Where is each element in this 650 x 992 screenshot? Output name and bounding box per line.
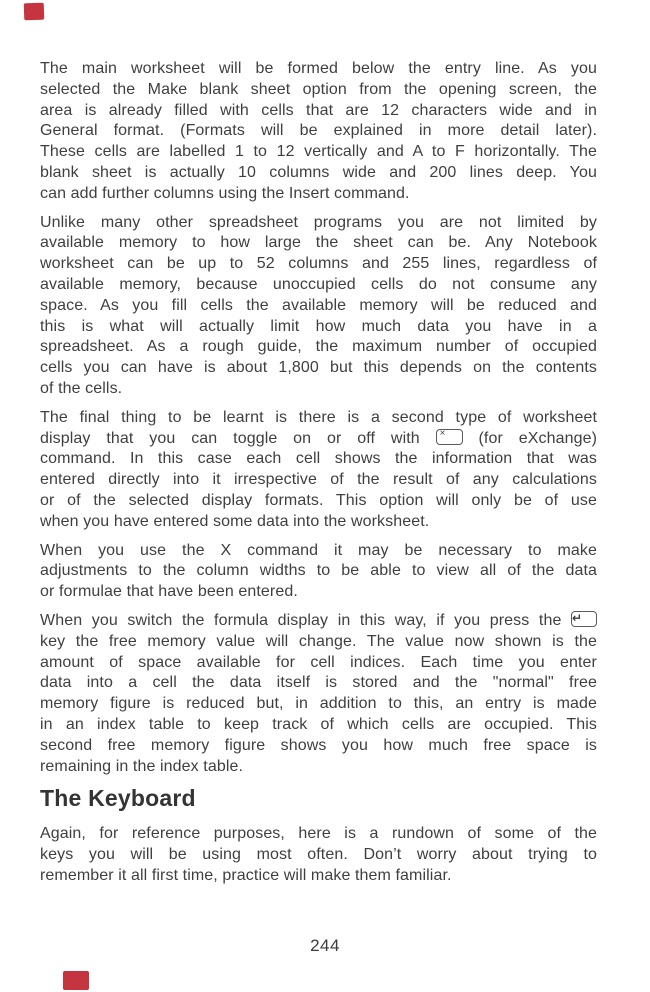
red-scan-mark-bottom-left: [63, 971, 89, 990]
text-line: remaining in the index table.: [40, 757, 244, 775]
text-line: available memory, because unoccupied cells do not consume any: [40, 275, 597, 293]
text-line: of the cells.: [40, 379, 123, 397]
text-line: can add further columns using the Insert command.: [40, 184, 410, 202]
text-line: These cells are labelled 1 to 12 vertically and A to F horizontally. The: [40, 143, 597, 161]
text-line: in an index table to keep track of which cells are occupied. This: [40, 715, 597, 733]
enter-key-glyph: ↵: [572, 610, 583, 625]
paragraph: [40, 408, 597, 533]
text-line: Unlike many other spreadsheet programs you are not limited by: [40, 213, 597, 231]
text-line: adjustments to the column widths to be able to view all of the data: [40, 562, 597, 580]
text-line: selected the Make blank sheet option from the opening screen, the: [40, 80, 597, 98]
text-line: spreadsheet. As a rough guide, the maximum number of occupied: [40, 338, 597, 356]
x-keycap-icon: [436, 429, 463, 445]
text-line: cells you can have is about 1,800 but this depends on the contents: [40, 359, 597, 377]
text-line: when you have entered some data into the worksheet.: [40, 512, 430, 530]
text-line: area is already filled with cells that are 12 characters wide and in: [40, 101, 597, 119]
paragraph: [40, 824, 597, 886]
page-number: 244: [310, 936, 340, 955]
paragraph: [40, 213, 597, 400]
text-line: space. As you fill cells the available memory will be reduced and: [40, 296, 597, 314]
text-line: command. In this case each cell shows the information that was: [40, 450, 597, 468]
text-line: entered directly into it irrespective of the result of any calculations: [40, 471, 597, 489]
text-line: or of the selected display formats. This option will only be of use: [40, 491, 597, 509]
paragraph: [40, 59, 597, 205]
text-line: display that you can toggle on or off with × (for eXchange): [40, 427, 597, 447]
text-line: key the free memory value will change. The value now shown is the: [40, 632, 597, 650]
text-line: remember it all first time, practice will make them familiar.: [40, 866, 452, 884]
red-scan-mark-top-left: [24, 3, 45, 21]
text-line: worksheet can be up to 52 columns and 255 lines, regardless of: [40, 255, 597, 273]
text-line: this is what will actually limit how much data you have in a: [40, 317, 597, 335]
enter-keycap-icon: [571, 611, 597, 627]
text-line: keys you will be using most often. Don’t worry about trying to: [40, 846, 597, 864]
text-line: or formulae that have been entered.: [40, 583, 298, 601]
text-line: data into a cell the data itself is stored and the "normal" free: [40, 674, 597, 692]
section-heading: The Keyboard: [40, 785, 196, 812]
text-line: second free memory figure shows you how much free space is: [40, 736, 597, 754]
text-line: When you switch the formula display in this way, if you press the ↵: [40, 611, 597, 632]
text-line: When you use the X command it may be necessary to make: [40, 541, 597, 559]
text-line: memory figure is reduced but, in addition to this, an entry is made: [40, 695, 597, 713]
text-line: General format. (Formats will be explained in more detail later).: [40, 122, 597, 140]
text-line: amount of space available for cell indices. Each time you enter: [40, 653, 597, 671]
paragraph: [40, 611, 597, 777]
text-line: The final thing to be learnt is there is a second type of worksheet: [40, 408, 597, 426]
text-line: The main worksheet will be formed below the entry line. As you: [40, 60, 597, 77]
text-line: available memory to how large the sheet can be. Any Notebook: [40, 234, 597, 252]
x-key-glyph: ×: [439, 427, 446, 439]
text-content: [40, 59, 597, 895]
text-line: blank sheet is actually 10 columns wide and 200 lines deep. You: [40, 163, 597, 181]
text-line: Again, for reference purposes, here is a rundown of some of the: [40, 825, 597, 843]
paragraph: [40, 541, 597, 603]
